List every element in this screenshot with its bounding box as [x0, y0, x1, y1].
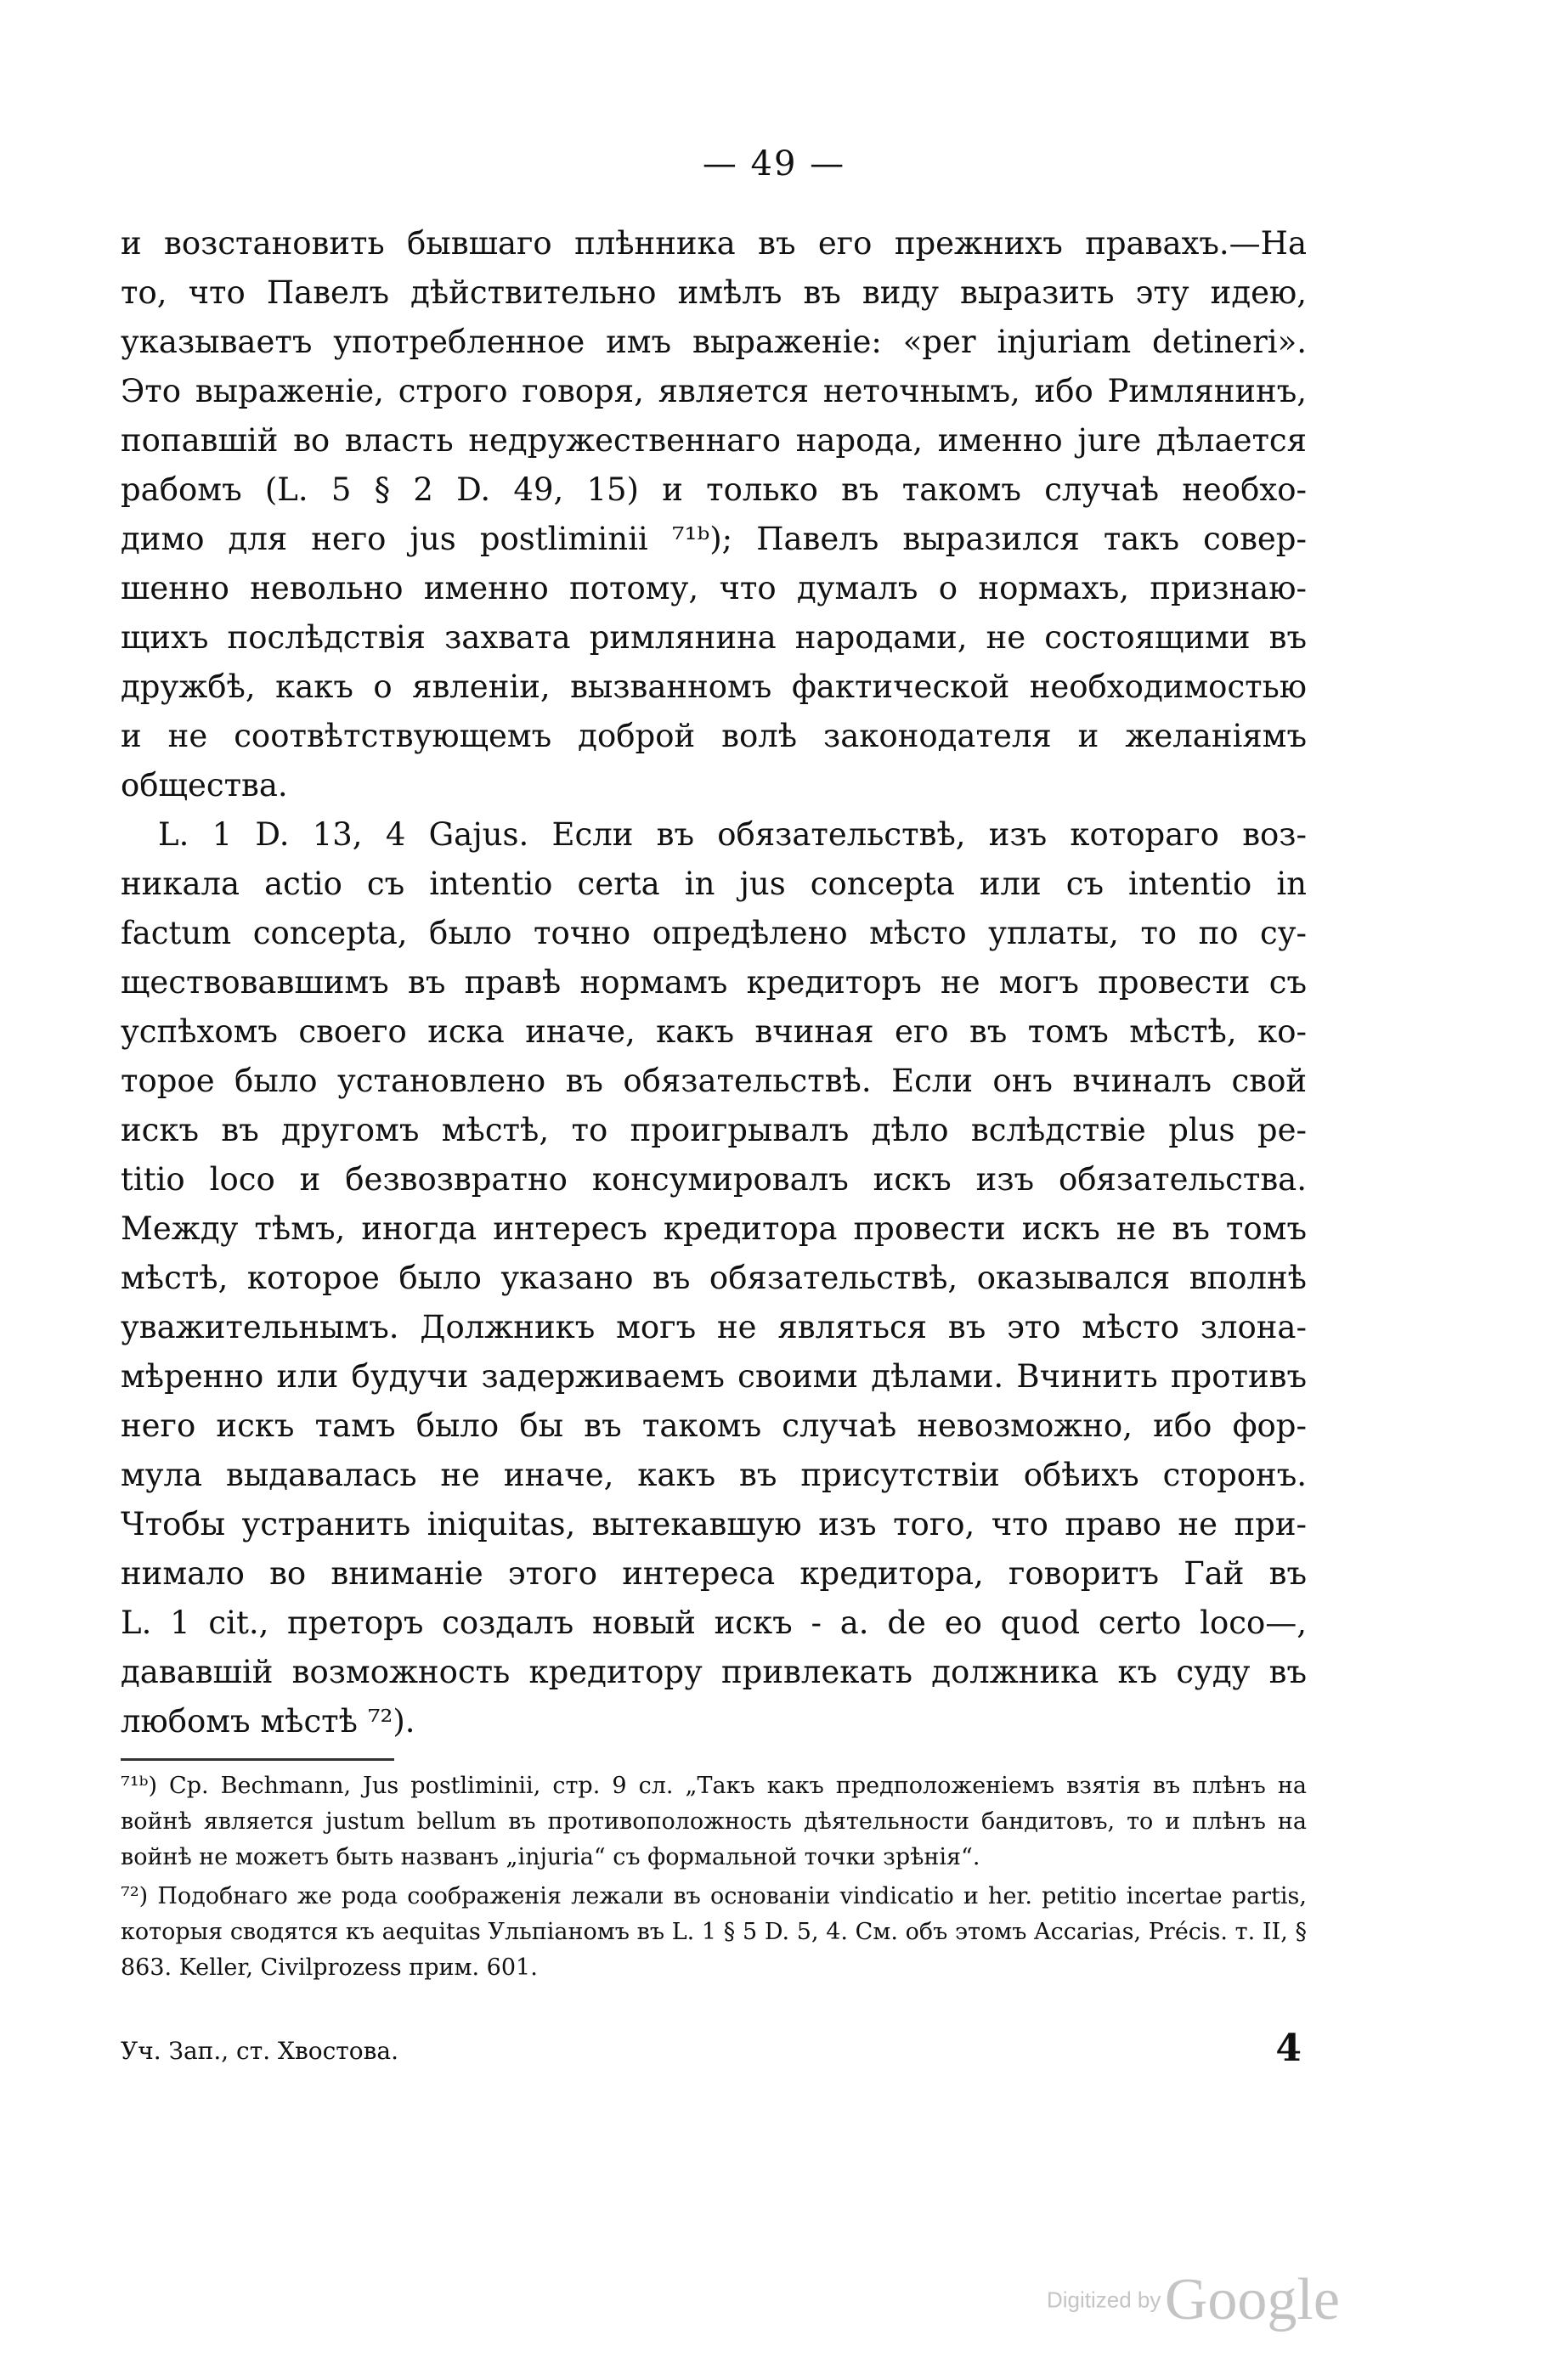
text-line: указываетъ употребленное имъ выраженіе: «per injuriam detineri».: [121, 324, 1307, 360]
text-line: Между тѣмъ, иногда интересъ кредитора провести искъ не въ томъ: [121, 1210, 1307, 1247]
text-line: L. 1 cit., преторъ создалъ новый искъ - a. de eo quod certo loco—,: [121, 1605, 1307, 1641]
text-line: titio loco и безвозвратно консумировалъ искъ изъ обязательства.: [121, 1161, 1307, 1198]
text-line: успѣхомъ своего иска иначе, какъ вчиная его въ томъ мѣстѣ, ко-: [121, 1013, 1307, 1050]
google-logo: Google: [1164, 2267, 1340, 2332]
text-line: Это выраженіе, строго говоря, является неточнымъ, ибо Римлянинъ,: [121, 373, 1307, 409]
text-line: торое было установлено въ обязательствѣ. Если онъ вчиналъ свой: [121, 1063, 1307, 1099]
text-line: никала actio съ intentio certa in jus concepta или съ intentio in: [121, 866, 1307, 902]
text-line: попавшій во власть недружественнаго народа, именно jure дѣлается: [121, 422, 1307, 459]
bottom-line: [121, 2027, 1307, 2070]
footnote-divider: [121, 1758, 394, 1761]
paragraph: [121, 219, 1307, 810]
text-line: и возстановить бывшаго плѣнника въ его прежнихъ правахъ.—На: [121, 225, 1307, 262]
text-line: рабомъ (L. 5 § 2 D. 49, 15) и только въ такомъ случаѣ необхо-: [121, 471, 1307, 508]
text-line: щихъ послѣдствія захвата римлянина народами, не состоящими въ: [121, 619, 1307, 656]
text-line: дружбѣ, какъ о явленіи, вызванномъ фактической необходимостью: [121, 668, 1307, 705]
text-line: любомъ мѣстѣ ⁷²).: [121, 1703, 415, 1740]
text-line: него искъ тамъ было бы въ такомъ случаѣ невозможно, ибо фор-: [121, 1407, 1307, 1444]
text-line: мѣстѣ, которое было указано въ обязательствѣ, оказывался вполнѣ: [121, 1260, 1307, 1296]
text-line: L. 1 D. 13, 4 Gajus. Если въ обязательствѣ, изъ котораго воз-: [158, 816, 1307, 853]
text-line: дававшій возможность кредитору привлекать должника къ суду въ: [121, 1654, 1307, 1690]
text-line: мѣренно или будучи задерживаемъ своими дѣлами. Вчинить противъ: [121, 1358, 1307, 1395]
page-number: — 49 —: [702, 144, 846, 183]
paragraphs: [121, 219, 1307, 1746]
journal-reference: Уч. Зап., ст. Хвостова.: [121, 2037, 398, 2065]
digitized-watermark: [1047, 2266, 1340, 2334]
text-line: искъ въ другомъ мѣстѣ, то проигрывалъ дѣло вслѣдствіе plus pe-: [121, 1112, 1307, 1148]
signature-mark: 4: [1275, 2027, 1302, 2070]
text-line: factum concepta, было точно опредѣлено мѣсто уплаты, то по су-: [121, 915, 1307, 951]
text-line: то, что Павелъ дѣйствительно имѣлъ въ виду выразить эту идею,: [121, 274, 1307, 311]
footnote-71b: ⁷¹ᵇ) Ср. Bechmann, Jus postliminii, стр. 9 сл. „Такъ какъ предположеніемъ взятія въ плѣнъ на войнѣ является justum bellum въ противоположность дѣятельности бандитовъ, то и плѣнъ на войнѣ не можетъ быть названъ „injuria“ съ формальной точки зрѣнія“.: [121, 1773, 1307, 1870]
paragraph: [121, 810, 1307, 1746]
footnotes: [121, 1768, 1307, 1989]
text-line: ществовавшимъ въ правѣ нормамъ кредиторъ не могъ провести съ: [121, 964, 1307, 1001]
text-line: Чтобы устранить iniquitas, вытекавшую изъ того, что право не при-: [121, 1506, 1307, 1542]
text-line: шенно невольно именно потому, что думалъ о нормахъ, признаю-: [121, 570, 1307, 606]
text-line: уважительнымъ. Должникъ могъ не являться въ это мѣсто злона-: [121, 1309, 1307, 1345]
text-line: общества.: [121, 767, 288, 804]
text-line: мула выдавалась не иначе, какъ въ присутствіи обѣихъ сторонъ.: [121, 1457, 1307, 1493]
text-line: нимало во вниманіе этого интереса кредитора, говоритъ Гай въ: [121, 1555, 1307, 1592]
text-line: димо для него jus postliminii ⁷¹ᵇ); Павелъ выразился такъ совер-: [121, 521, 1307, 557]
text-line: и не соотвѣтствующемъ доброй волѣ законодателя и желаніямъ: [121, 718, 1307, 754]
watermark-prefix: Digitized by: [1047, 2287, 1161, 2313]
footnote-72: ⁷²) Подобнаго же рода соображенія лежали въ основаніи vindicatio и her. petitio incertae partis, которыя сводятся къ aequitas Ульпіаномъ въ L. 1 § 5 D. 5, 4. См. объ этомъ Accarias, Précis. т. II, § 863. Keller, Civilprozess прим. 601.: [121, 1883, 1307, 1981]
main-text: [121, 219, 1307, 1746]
